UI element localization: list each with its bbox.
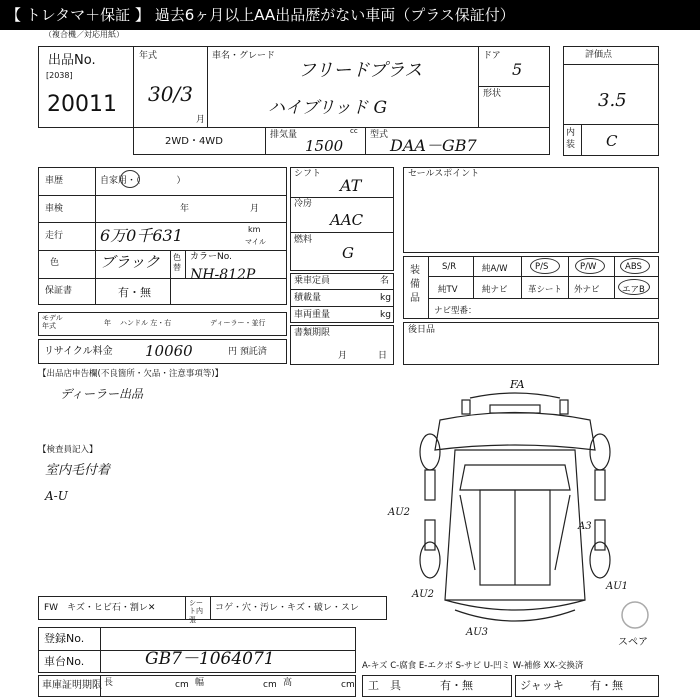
- type-label: 型式: [370, 130, 389, 140]
- shift-label: シフト: [294, 169, 322, 179]
- glass-text: FW キズ・ヒビ石・割レ✕: [44, 603, 156, 613]
- lot-code: [2038]: [46, 71, 73, 80]
- color-code-label: カラーNo.: [190, 252, 232, 262]
- equip-pw-circle: [575, 258, 605, 274]
- equip-navi: 純ナビ: [482, 285, 508, 295]
- inspector-line2: A-U: [45, 489, 68, 503]
- color-code-value: NH-812P: [190, 267, 256, 283]
- equip-pw: P/W: [580, 262, 597, 272]
- recycle-value: 10060: [145, 342, 193, 360]
- equip-airbag-circle: [618, 279, 650, 295]
- expiry-label: 書類期限: [294, 328, 331, 338]
- mileage-label: 走行: [45, 231, 64, 241]
- seat-text: コゲ・穴・汚レ・キズ・破レ・スレ: [215, 603, 359, 613]
- car-damage-diagram: [400, 370, 670, 650]
- registration-label: 登録No.: [44, 632, 85, 645]
- load-label: 積載量: [294, 293, 322, 303]
- year-value: 30/3: [148, 82, 193, 106]
- model-year-dealer: ディーラー・並行: [210, 319, 266, 327]
- score-label: 評価点: [585, 50, 613, 60]
- weight-label: 車両重量: [294, 310, 331, 320]
- aircon-label: 冷房: [294, 199, 313, 209]
- damage-left-rear: AU2: [412, 589, 435, 600]
- interior-value: C: [606, 132, 618, 150]
- aircon-value: AAC: [330, 211, 364, 229]
- capacity-label: 乗車定員: [294, 276, 331, 286]
- drive-text: 2WD・4WD: [165, 136, 223, 147]
- displacement-value: 1500: [305, 137, 344, 155]
- model-label: 車名・グレード: [212, 51, 276, 61]
- warranty-label: 保証書: [45, 286, 73, 296]
- form-subtitle: （複合機／対応用紙）: [44, 30, 124, 39]
- notes-label: 【出品店申告欄(不良箇所・欠品・注意事項等)】: [38, 369, 224, 379]
- inspection-label: 車検: [45, 204, 64, 214]
- history-label: 車歴: [45, 176, 64, 186]
- shape-label: 形状: [483, 89, 502, 99]
- fuel-value: G: [342, 244, 354, 262]
- jack-options: 有・無: [590, 679, 623, 692]
- history-circle-mark: [120, 170, 140, 188]
- cert-height-cm: cm: [341, 680, 355, 690]
- cert-height: 高: [283, 678, 293, 688]
- history-text: 自家用・（ ）: [100, 176, 186, 186]
- cert-width: 幅: [195, 678, 205, 688]
- jack-label: ジャッキ: [520, 679, 564, 692]
- navi-model-label: ナビ型番：: [434, 306, 477, 316]
- equip-ps-circle: [530, 258, 560, 274]
- capacity-unit: 名: [380, 276, 390, 286]
- displacement-unit: cc: [350, 127, 358, 135]
- recycle-label: リサイクル料金: [44, 346, 113, 357]
- lot-number: 20011: [47, 92, 117, 117]
- model-year-label: モデル年式: [42, 314, 63, 331]
- lot-label: 出品No.: [48, 53, 96, 68]
- mileage-unit-mile: マイル: [245, 238, 266, 246]
- damage-front: FA: [510, 378, 525, 391]
- sales-point-section: [403, 167, 659, 253]
- aftermarket-label: 後日品: [408, 325, 436, 335]
- equip-alloy: 純A/W: [482, 264, 508, 274]
- doors-label: ドア: [483, 51, 501, 61]
- shift-value: AT: [340, 176, 362, 195]
- equip-leather: 革シート: [528, 285, 563, 295]
- interior-label: 内装: [566, 128, 576, 150]
- mileage-unit-km: km: [248, 225, 261, 234]
- chassis-label: 車台No.: [44, 655, 85, 668]
- inspector-line1: 室内毛付着: [45, 463, 111, 478]
- equip-abs-circle: [620, 258, 650, 274]
- warranty-options: 有・無: [118, 286, 151, 299]
- damage-left-side: AU2: [388, 507, 411, 518]
- tools-label: 工 具: [368, 679, 401, 692]
- tools-options: 有・無: [440, 679, 473, 692]
- cert-width-cm: cm: [263, 680, 277, 690]
- recycle-unit: 円 預託済: [228, 347, 267, 357]
- score-value: 3.5: [598, 90, 627, 111]
- color-label: 色: [50, 258, 60, 268]
- cert-long-cm: cm: [175, 680, 189, 690]
- color-value: ブラック: [100, 253, 160, 271]
- aftermarket-section: [403, 322, 659, 365]
- equip-ext-navi: 外ナビ: [574, 285, 600, 295]
- expiry-month: 月: [338, 351, 348, 361]
- year-label: 年式: [139, 51, 158, 61]
- sales-point-label: セールスポイント: [408, 169, 480, 179]
- damage-right-rear: AU1: [606, 581, 629, 592]
- garage-cert-label: 車庫証明期限: [42, 680, 102, 691]
- page-banner: 【 トレタマ＋保証 】 過去6ヶ月以上AA出品歴がない車両（プラス保証付）: [0, 0, 700, 30]
- damage-rear: AU3: [466, 627, 489, 638]
- equip-tv: 純TV: [438, 285, 458, 295]
- weight-unit: kg: [380, 310, 391, 320]
- spare-label: スペア: [618, 637, 648, 648]
- equip-ps: P/S: [535, 262, 549, 272]
- damage-right-side: A3: [578, 521, 592, 532]
- inspection-year: 年: [180, 204, 190, 214]
- model-year-handle: ハンドル 左・右: [120, 319, 172, 327]
- cert-long: 長: [104, 678, 114, 688]
- color-change-label: 色替: [173, 253, 181, 273]
- inspection-month: 月: [250, 204, 260, 214]
- displacement-label: 排気量: [270, 130, 298, 140]
- model-year-year: 年: [104, 319, 111, 327]
- seat-label: シート内張: [189, 599, 203, 624]
- load-unit: kg: [380, 293, 391, 303]
- doors-value: 5: [512, 60, 523, 79]
- year-month-label: 月: [196, 115, 206, 125]
- equip-abs: ABS: [625, 262, 642, 272]
- mileage-value: 6万0千631: [100, 226, 183, 245]
- model-name: フリードプラス: [298, 60, 423, 81]
- inspector-label: 【検査員記入】: [38, 445, 98, 455]
- notes-text: ディーラー出品: [60, 387, 144, 401]
- type-value: DAA－GB7: [390, 136, 477, 155]
- expiry-day: 日: [378, 351, 388, 361]
- damage-legend: A-キズ C-腐食 E-エクボ S-サビ U-凹ミ W-補修 XX-交換済: [362, 661, 584, 671]
- equip-airbag: エアB: [622, 285, 645, 295]
- model-grade: ハイブリッド G: [268, 98, 388, 118]
- chassis-value: GB7－1064071: [145, 649, 275, 669]
- fuel-label: 燃料: [294, 235, 313, 245]
- equipment-label: 装備品: [410, 265, 420, 304]
- equip-sr: S/R: [442, 262, 457, 272]
